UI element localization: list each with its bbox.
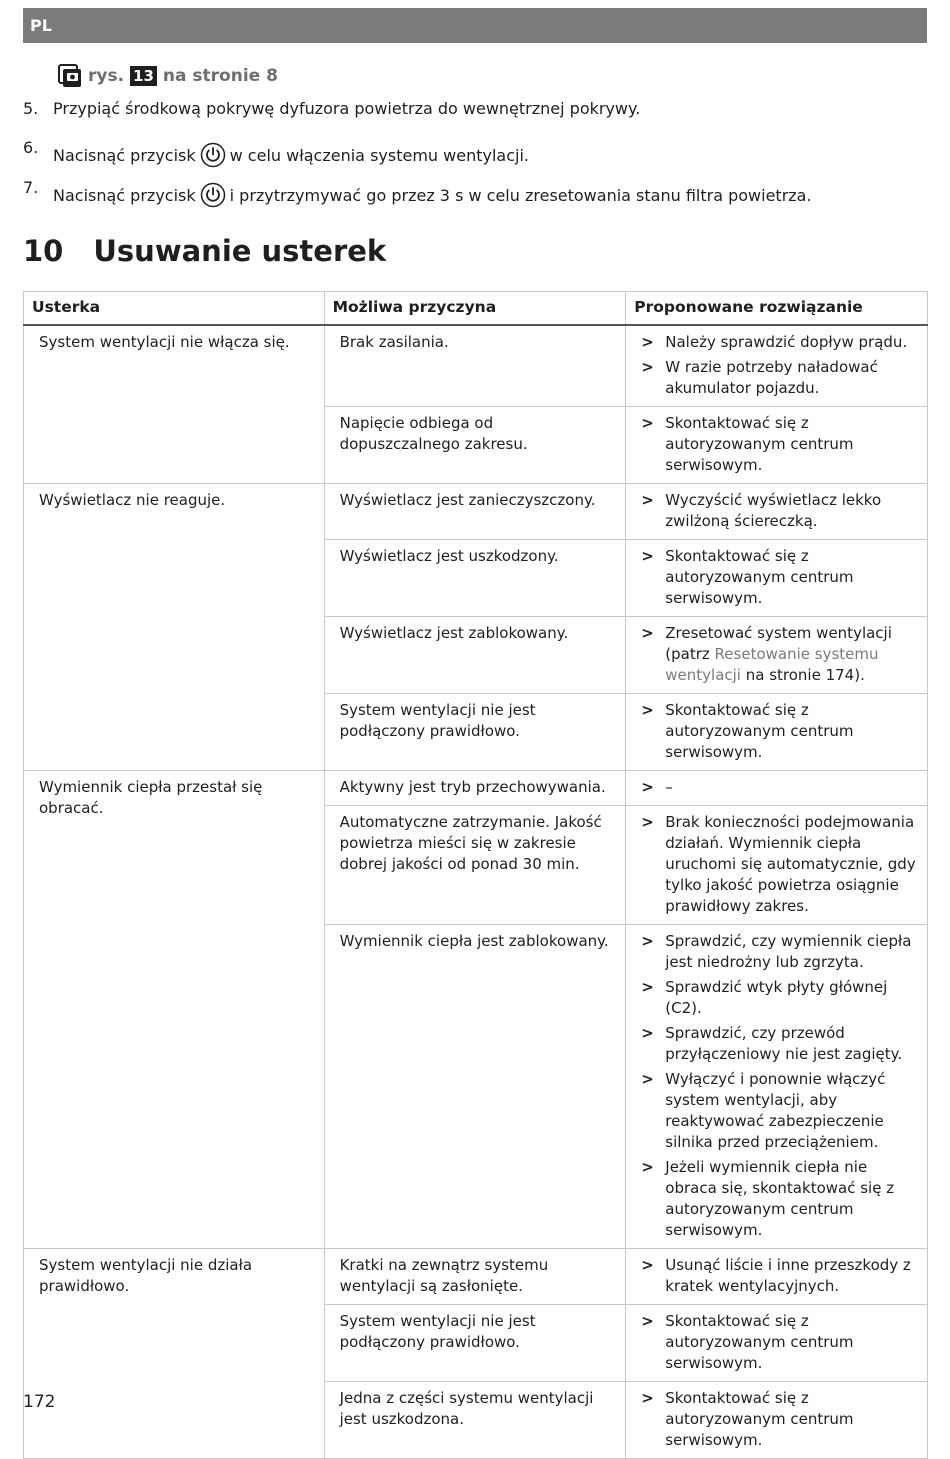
- solution-text: Wyłączyć i ponownie włączyć system wentylacji, aby reaktywować zabezpieczenie silnika przed przeciążeniem.: [665, 1070, 886, 1151]
- header-solution: Proponowane rozwiązanie: [626, 292, 928, 326]
- cause-cell: Kratki na zewnątrz systemu wentylacji są zasłonięte.: [324, 1249, 626, 1305]
- solution-item: [641, 357, 917, 399]
- solution-text: Należy sprawdzić dopływ prądu.: [665, 333, 908, 351]
- section-title: Usuwanie usterek: [93, 234, 387, 268]
- solution-item: [641, 1255, 917, 1297]
- solution-cell: [626, 325, 928, 407]
- language-header-bar: [23, 8, 927, 43]
- solution-cell: [626, 771, 928, 806]
- solution-cell: [626, 925, 928, 1249]
- cause-cell: System wentylacji nie jest podłączony prawidłowo.: [324, 694, 626, 771]
- solution-text: Skontaktować się z autoryzowanym centrum serwisowym.: [665, 701, 854, 761]
- solution-text: Skontaktować się z autoryzowanym centrum serwisowym.: [665, 1389, 854, 1449]
- header-cause: Możliwa przyczyna: [324, 292, 626, 326]
- solution-cell: [626, 694, 928, 771]
- bullet-arrow: >: [641, 333, 654, 351]
- step-7: [23, 177, 812, 208]
- solution-text: Jeżeli wymiennik ciepła nie obraca się, skontaktować się z autoryzowanym centrum serwisowym.: [665, 1158, 895, 1239]
- solution-item: [641, 931, 917, 973]
- fault-cell: Wyświetlacz nie reaguje.: [24, 484, 325, 771]
- step-text-after: i przytrzymywać go przez 3 s w celu zresetowania stanu filtra powietrza.: [229, 185, 812, 205]
- bullet-arrow: >: [641, 1389, 654, 1407]
- camera-icon: [58, 64, 82, 88]
- cause-cell: Brak zasilania.: [324, 325, 626, 407]
- solution-item: [641, 1157, 917, 1241]
- table-header-row: [24, 292, 928, 326]
- cause-cell: Wyświetlacz jest zanieczyszczony.: [324, 484, 626, 540]
- step-text-before: Nacisnąć przycisk: [53, 185, 196, 205]
- step-number: 5.: [23, 99, 39, 118]
- bullet-arrow: >: [641, 491, 654, 509]
- solution-cell: [626, 540, 928, 617]
- step-6: [23, 137, 529, 168]
- solution-item: [641, 332, 917, 353]
- step-number: 6.: [23, 137, 39, 157]
- solution-item: [641, 1023, 917, 1065]
- bullet-arrow: >: [641, 547, 654, 565]
- power-icon: [200, 142, 226, 168]
- bullet-arrow: >: [641, 978, 654, 996]
- solution-text: Skontaktować się z autoryzowanym centrum serwisowym.: [665, 414, 854, 474]
- solution-text: Skontaktować się z autoryzowanym centrum serwisowym.: [665, 547, 854, 607]
- language-label: PL: [30, 16, 52, 35]
- figure-suffix: na stronie 8: [162, 66, 278, 86]
- reset-section-link[interactable]: Resetowanie systemu wentylacji: [665, 645, 879, 684]
- solution-text: Usunąć liście i inne przeszkody z kratek wentylacyjnych.: [665, 1256, 911, 1295]
- solution-item: [641, 1069, 917, 1153]
- step-number: 7.: [23, 177, 39, 197]
- solution-item: [641, 977, 917, 1019]
- table-row: [24, 325, 928, 407]
- solution-text: Sprawdzić, czy wymiennik ciepła jest niedrożny lub zgrzyta.: [665, 932, 912, 971]
- solution-text: Sprawdzić wtyk płyty głównej (C2).: [665, 978, 888, 1017]
- cause-cell: Wyświetlacz jest zablokowany.: [324, 617, 626, 694]
- bullet-arrow: >: [641, 358, 654, 376]
- solution-cell: [626, 617, 928, 694]
- solution-text: Brak konieczności podejmowania działań. Wymiennik ciepła uruchomi się automatycznie, gdy tylko jakość powietrza osiągnie prawidłowy zakres.: [665, 813, 916, 915]
- solution-item: [641, 413, 917, 476]
- solution-text-after: na stronie 174).: [745, 666, 865, 684]
- solution-cell: [626, 1249, 928, 1305]
- bullet-arrow: >: [641, 1070, 654, 1088]
- section-heading: [23, 234, 386, 268]
- bullet-arrow: >: [641, 813, 654, 831]
- section-number: 10: [23, 234, 64, 268]
- cause-cell: Jedna z części systemu wentylacji jest uszkodzona.: [324, 1382, 626, 1459]
- solution-text: W razie potrzeby naładować akumulator pojazdu.: [665, 358, 878, 397]
- solution-cell: [626, 484, 928, 540]
- step-text-before: Nacisnąć przycisk: [53, 145, 196, 165]
- solution-cell: [626, 1305, 928, 1382]
- bullet-arrow: >: [641, 1158, 654, 1176]
- solution-text: [665, 623, 917, 686]
- bullet-arrow: >: [641, 1256, 654, 1274]
- bullet-arrow: >: [641, 778, 654, 796]
- solution-item: [641, 623, 917, 686]
- cause-cell: Aktywny jest tryb przechowywania.: [324, 771, 626, 806]
- solution-text: Skontaktować się z autoryzowanym centrum serwisowym.: [665, 1312, 854, 1372]
- page-number: 172: [23, 1392, 56, 1412]
- troubleshooting-table: [23, 291, 928, 1459]
- solution-item: [641, 812, 917, 917]
- solution-item: [641, 490, 917, 532]
- bullet-arrow: >: [641, 414, 654, 432]
- solution-cell: [626, 1382, 928, 1459]
- table-row: [24, 484, 928, 540]
- solution-item: [641, 546, 917, 609]
- solution-text: Wyczyścić wyświetlacz lekko zwilżoną ściereczką.: [665, 491, 882, 530]
- cause-cell: Wymiennik ciepła jest zablokowany.: [324, 925, 626, 1249]
- bullet-arrow: >: [641, 701, 654, 719]
- table-body: [24, 325, 928, 1459]
- power-icon: [200, 182, 226, 208]
- step-text-after: w celu włączenia systemu wentylacji.: [229, 145, 529, 165]
- bullet-arrow: >: [641, 1024, 654, 1042]
- solution-cell: [626, 806, 928, 925]
- fault-cell: Wymiennik ciepła przestał się obracać.: [24, 771, 325, 1249]
- step-text: Przypiąć środkową pokrywę dyfuzora powietrza do wewnętrznej pokrywy.: [53, 99, 641, 118]
- table-row: [24, 1249, 928, 1305]
- bullet-arrow: >: [641, 1312, 654, 1330]
- figure-reference[interactable]: [58, 64, 278, 88]
- solution-item: [641, 1311, 917, 1374]
- solution-item: [641, 700, 917, 763]
- cause-cell: Wyświetlacz jest uszkodzony.: [324, 540, 626, 617]
- solution-text: –: [665, 778, 673, 796]
- cause-cell: Automatyczne zatrzymanie. Jakość powietrza mieści się w zakresie dobrej jakości od ponad 30 min.: [324, 806, 626, 925]
- fault-cell: System wentylacji nie włącza się.: [24, 325, 325, 484]
- figure-number: 13: [130, 66, 157, 86]
- cause-cell: System wentylacji nie jest podłączony prawidłowo.: [324, 1305, 626, 1382]
- solution-text: Sprawdzić, czy przewód przyłączeniowy nie jest zagięty.: [665, 1024, 903, 1063]
- fault-cell: System wentylacji nie działa prawidłowo.: [24, 1249, 325, 1459]
- solution-item: [641, 1388, 917, 1451]
- bullet-arrow: >: [641, 624, 654, 642]
- cause-cell: Napięcie odbiega od dopuszczalnego zakresu.: [324, 407, 626, 484]
- solution-text-before: Zresetować system wentylacji (patrz: [665, 624, 892, 663]
- solution-item: [641, 777, 917, 798]
- table-row: [24, 771, 928, 806]
- step-5: [23, 99, 640, 118]
- header-fault: Usterka: [24, 292, 325, 326]
- figure-prefix: rys.: [88, 66, 125, 86]
- solution-cell: [626, 407, 928, 484]
- bullet-arrow: >: [641, 932, 654, 950]
